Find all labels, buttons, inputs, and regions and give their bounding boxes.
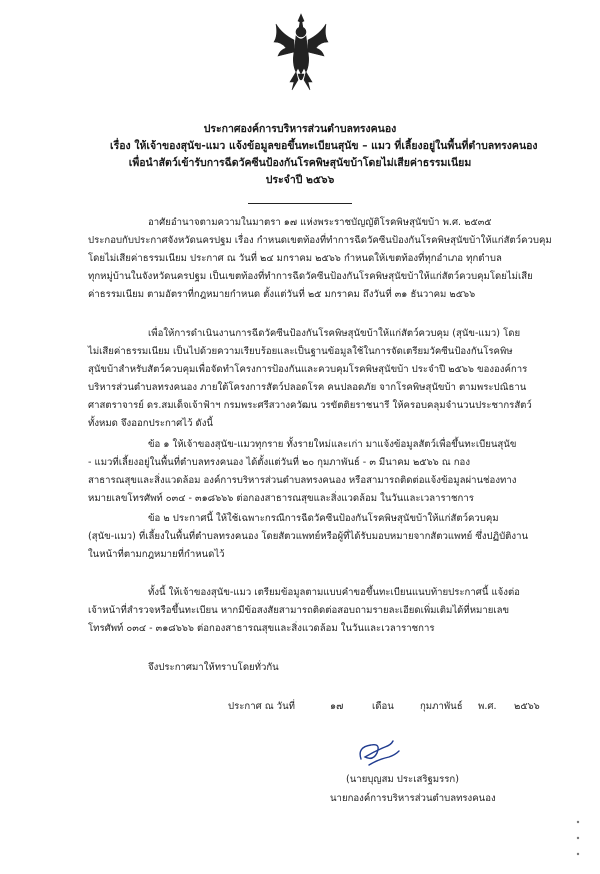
p2-line: ทั้งหมด จึงออกประกาศไว้ ดังนี้ (88, 418, 213, 429)
p2-line: ไม่เสียค่าธรรมเนียม เป็นไปด้วยความเรียบร้อยและเป็นฐานข้อมูลใช้ในการจัดเตรียมวัคซีนป้องกันโรคพิษ (88, 346, 513, 357)
closing-line: จึงประกาศมาให้ทราบโดยทั่วกัน (148, 662, 279, 673)
clause1-line: - แมวที่เลี้ยงอยู่ในพื้นที่ตำบลทรงคนอง ได้ตั้งแต่วันที่ ๒๐ กุมภาพันธ์ - ๓ มีนาคม ๒๕๖๖ ณ กอง (88, 457, 471, 468)
date-day: ๑๗ (330, 701, 344, 712)
p1-line: ค่าธรรมเนียม ตามอัตราที่กฎหมายกำหนด ตั้งแต่วันที่ ๒๕ มกราคม ถึงวันที่ ๓๑ ธันวาคม ๒๕๖๖ (88, 289, 476, 300)
signatory-name: (นายบุญสม ประเสริฐมรรก) (346, 774, 459, 785)
p5-line: โทรศัพท์ ๐๓๔ - ๓๑๘๖๖๖ ต่อกองสาธารณสุขและสิ่งแวดล้อม ในวันและเวลาราชการ (88, 623, 435, 634)
p1-line: ทุกหมู่บ้านในจังหวัดนครปฐม เป็นเขตท้องที่ทำการฉีดวัคซีนป้องกันโรคพิษสุนัขบ้าให้แก่สัตว์ควบคุมโดยไม่เสีย (88, 271, 533, 282)
signatory-position: นายกองค์การบริหารส่วนตำบลทรงคนอง (330, 793, 496, 804)
signature-icon (355, 737, 401, 769)
date-month-label: เดือน (372, 701, 394, 712)
clause1-line: สาธารณสุขและสิ่งแวดล้อม องค์การบริหารส่วนตำบลทรงคนอง หรือสามารถติดต่อแจ้งข้อมูลผ่านช่องทาง (88, 475, 517, 486)
p2-line: ศาสตราจารย์ ดร.สมเด็จเจ้าฟ้าฯ กรมพระศรีสวางควัฒน วรขัตติยราชนารี ให้ครอบคลุมจำนวนประชากรสัตว์ (88, 400, 532, 411)
p2-line: เพื่อให้การดำเนินงานการฉีดวัคซีนป้องกันโรคพิษสุนัขบ้าให้แก่สัตว์ควบคุม (สุนัข-แมว) โดย (148, 328, 521, 339)
p2-line: บริหารส่วนตำบลทรงคนอง ภายใต้โครงการสัตว์ปลอดโรค คนปลอดภัย จากโรคพิษสุนัขบ้า ตามพระปณิธาน (88, 382, 527, 393)
clause2-line: ในหน้าที่ตามกฎหมายที่กำหนดไว้ (88, 549, 225, 560)
header-divider (248, 203, 352, 204)
garuda-emblem-icon (272, 12, 330, 92)
subject-line-1: เรื่อง ให้เจ้าของสุนัข-แมว แจ้งข้อมูลขอขึ้นทะเบียนสุนัข – แมว ที่เลี้ยงอยู่ในพื้นที่ตำบลทรงคนอง (110, 140, 538, 152)
p2-line: สุนัขบ้าสำหรับสัตว์ควบคุมเพื่อจัดทำโครงการป้องกันและควบคุมโรคพิษสุนัขบ้า ประจำปี ๒๕๖๖ ขององค์การ (88, 364, 528, 375)
clause2-line: (สุนัข-แมว) ที่เลี้ยงในพื้นที่ตำบลทรงคนอง โดยสัตวแพทย์หรือผู้ที่ได้รับมอบหมายจากสัตวแพทย์ ซึ่งปฏิบัติงาน (88, 531, 529, 542)
clause1-line: ข้อ ๑ ให้เจ้าของสุนัข-แมวทุกราย ทั้งรายใหม่และเก่า มาแจ้งข้อมูลสัตว์เพื่อขึ้นทะเบียนสุนัข (148, 439, 517, 450)
p5-line: เจ้าหน้าที่สำรวจหรือขึ้นทะเบียน หากมีข้อสงสัยสามารถติดต่อสอบถามรายละเอียดเพิ่มเติมได้ที่หมายเลข (88, 605, 510, 616)
subject-line-2: เพื่อนำสัตว์เข้ารับการฉีดวัคซีนป้องกันโรคพิษสุนัขบ้าโดยไม่เสียค่าธรรมเนียม (128, 157, 472, 169)
p1-line: อาศัยอำนาจตามความในมาตรา ๑๗ แห่งพระราชบัญญัติโรคพิษสุนัขบ้า พ.ศ. ๒๕๓๕ (148, 217, 492, 228)
date-prefix: ประกาศ ณ วันที่ (228, 701, 295, 712)
margin-marks (575, 818, 581, 858)
date-month: กุมภาพันธ์ (420, 701, 463, 712)
org-title: ประกาศองค์การบริหารส่วนตำบลทรงคนอง (203, 123, 397, 135)
p1-line: ประกอบกับประกาศจังหวัดนครปฐม เรื่อง กำหนดเขตท้องที่ทำการฉีดวัคซีนป้องกันโรคพิษสุนัขบ้าให้แก่สัตว์ควบคุม (88, 235, 552, 246)
p1-line: โดยไม่เสียค่าธรรมเนียม ประกาศ ณ วันที่ ๒๔ มกราคม ๒๕๖๖ กำหนดให้เขตท้องที่ทุกอำเภอ ทุกตำบล (88, 253, 502, 264)
clause2-line: ข้อ ๒ ประกาศนี้ ให้ใช้เฉพาะกรณีการฉีดวัคซีนป้องกันโรคพิษสุนัขบ้าให้แก่สัตว์ควบคุม (148, 513, 499, 524)
clause1-line: หมายเลขโทรศัพท์ ๐๓๔ - ๓๑๘๖๖๖ ต่อกองสาธารณสุขและสิ่งแวดล้อม ในวันและเวลาราชการ (88, 493, 474, 504)
date-year-label: พ.ศ. (478, 701, 497, 712)
subject-line-3: ประจำปี ๒๕๖๖ (265, 174, 335, 186)
date-year: ๒๕๖๖ (514, 701, 540, 712)
p5-line: ทั้งนี้ ให้เจ้าของสุนัข-แมว เตรียมข้อมูลตามแบบคำขอขึ้นทะเบียนแนบท้ายประกาศนี้ แจ้งต่อ (148, 587, 520, 598)
